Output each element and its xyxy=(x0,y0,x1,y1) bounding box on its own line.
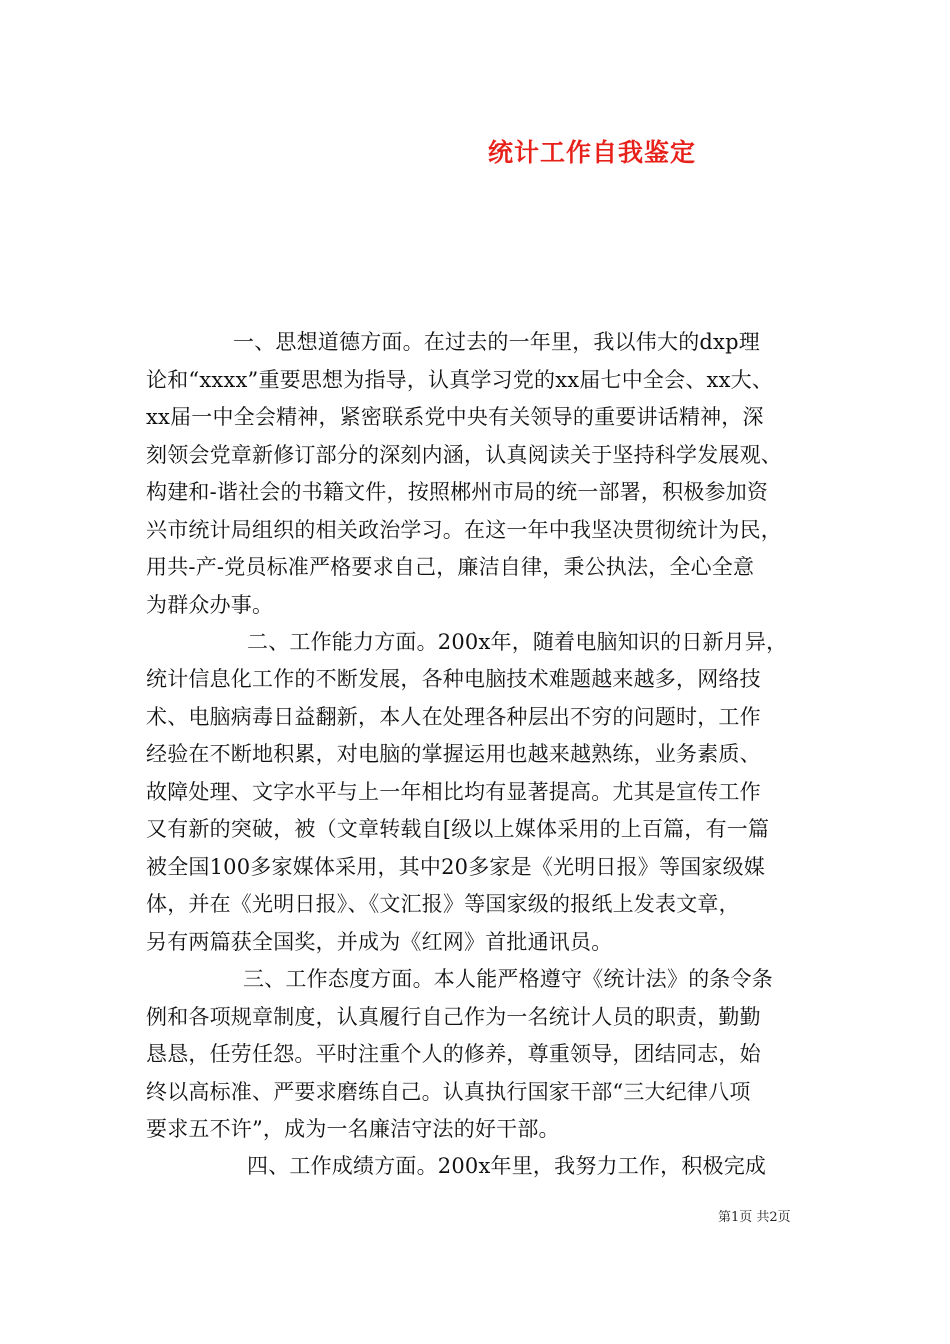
text-line: 恳恳，任劳任怨。平时注重个人的修养，尊重领导，团结同志，始 xyxy=(146,1042,761,1066)
text-line: 论和“xxxx”重要思想为指导，认真学习党的xx届七中全会、xx大、 xyxy=(146,368,774,392)
text-line: 另有两篇获全国奖，并成为《红网》首批通讯员。 xyxy=(146,930,613,954)
text-line: 构建和-谐社会的书籍文件，按照郴州市局的统一部署，积极参加资 xyxy=(146,480,769,504)
text-line: xx届一中全会精神，紧密联系党中央有关领导的重要讲话精神，深 xyxy=(146,405,764,429)
text-line: 二、工作能力方面。200x年，随着电脑知识的日新月异， xyxy=(247,630,788,654)
text-line: 三、工作态度方面。本人能严格遵守《统计法》的条令条 xyxy=(243,967,773,991)
text-line: 用共-产-党员标准严格要求自己，廉洁自律，秉公执法，全心全意 xyxy=(146,555,755,579)
text-line: 又有新的突破，被（文章转载自[级以上媒体采用的上百篇，有一篇 xyxy=(146,817,770,841)
text-line: 为群众办事。 xyxy=(146,593,274,617)
text-line: 兴市统计局组织的相关政治学习。在这一年中我坚决贯彻统计为民， xyxy=(146,518,782,542)
text-line: 经验在不断地积累，对电脑的掌握运用也越来越熟练，业务素质、 xyxy=(146,742,761,766)
text-line: 终以高标准、严要求磨练自己。认真执行国家干部“三大纪律八项 xyxy=(146,1080,751,1104)
text-line: 四、工作成绩方面。200x年里，我努力工作，积极完成 xyxy=(247,1154,767,1178)
text-line: 故障处理、文字水平与上一年相比均有显著提高。尤其是宣传工作 xyxy=(146,780,761,804)
page-number-footer: 第1页 共2页 xyxy=(718,1210,791,1225)
text-line: 被全国100多家媒体采用，其中20多家是《光明日报》等国家级媒 xyxy=(146,855,766,879)
text-line: 一、思想道德方面。在过去的一年里，我以伟大的dxp理 xyxy=(233,330,760,354)
text-line: 例和各项规章制度，认真履行自己作为一名统计人员的职责，勤勤 xyxy=(146,1005,761,1029)
text-line: 要求五不许”，成为一名廉洁守法的好干部。 xyxy=(146,1117,560,1141)
text-line: 统计信息化工作的不断发展，各种电脑技术难题越来越多，网络技 xyxy=(146,667,761,691)
text-line: 刻领会党章新修订部分的深刻内涵，认真阅读关于坚持科学发展观、 xyxy=(146,443,782,467)
document-title: 统计工作自我鉴定 xyxy=(488,138,697,167)
text-line: 体，并在《光明日报》、《文汇报》等国家级的报纸上发表文章， xyxy=(146,892,740,916)
text-line: 术、电脑病毒日益翻新，本人在处理各种层出不穷的问题时，工作 xyxy=(146,705,761,729)
